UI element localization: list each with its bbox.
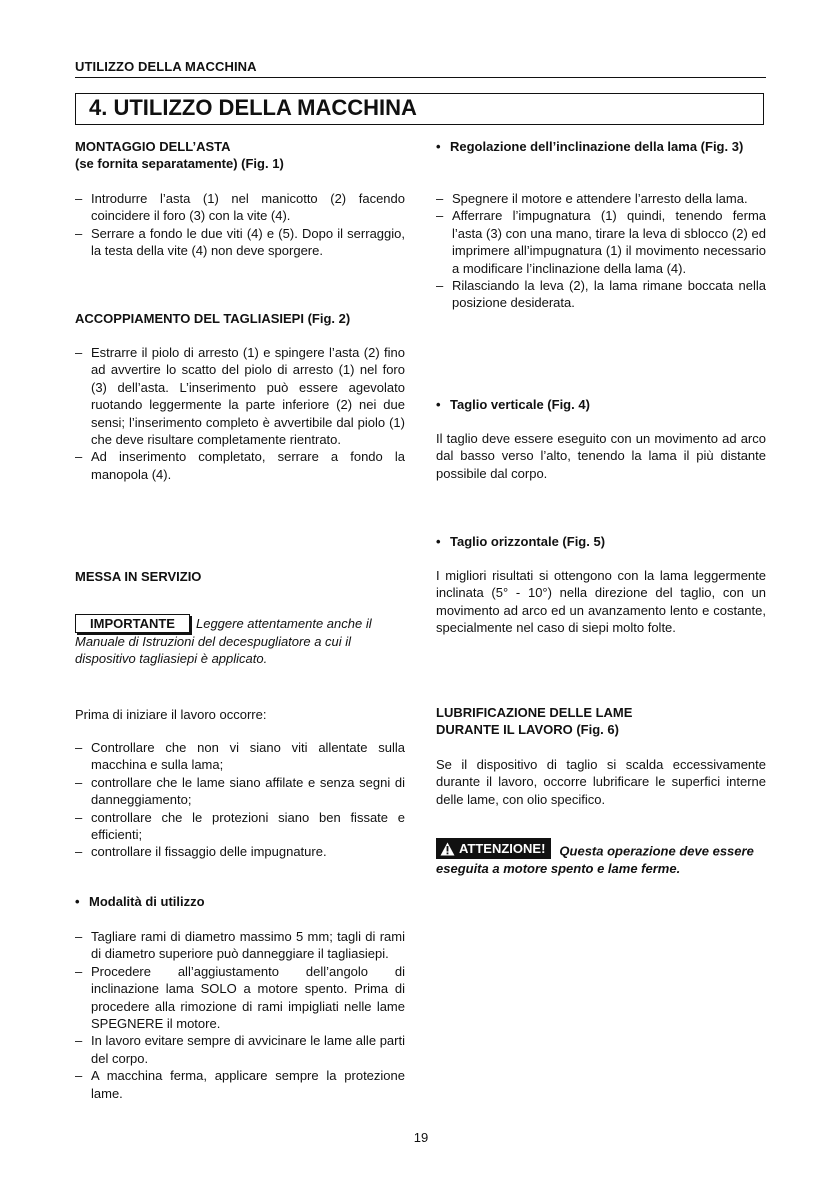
montaggio-title: MONTAGGIO DELL’ASTA bbox=[75, 139, 231, 154]
accoppiamento-list-block bbox=[75, 344, 405, 483]
messa-intro: Prima di iniziare il lavoro occorre: bbox=[75, 707, 267, 722]
important-badge: IMPORTANTE bbox=[75, 614, 190, 633]
verticale-section bbox=[436, 396, 766, 413]
accoppiamento-section bbox=[75, 310, 405, 327]
lubrificazione-title-line2: DURANTE IL LAVORO (Fig. 6) bbox=[436, 722, 619, 738]
list-item: – Controllare che non vi siano viti allentate sulla macchina e sulla lama; bbox=[75, 739, 405, 774]
messa-title: MESSA IN SERVIZIO bbox=[75, 569, 202, 584]
orizzontale-text: I migliori risultati si ottengono con la lama leggermente inclinata (5° - 10°) nella direzione del taglio, con un movimento ad arco ed un avanzamento lento e costante, specialmente nel caso di siepi molto folte. bbox=[436, 568, 766, 636]
warning-badge bbox=[436, 838, 551, 859]
list-item: – Rilasciando la leva (2), la lama rimane boccata nella posizione desiderata. bbox=[436, 277, 766, 312]
montaggio-list-block bbox=[75, 190, 405, 260]
warning-block bbox=[436, 838, 766, 877]
orizzontale-section bbox=[436, 533, 766, 550]
warning-text: Questa operazione deve essere eseguita a motore spento e lame ferme. bbox=[436, 843, 754, 876]
list-item: – Estrarre il piolo di arresto (1) e spingere l’asta (2) fino ad avvertire lo scatto del piolo di arresto (1) nel foro (3) dell’asta. L’inserimento può essere agevolato ruotando leggermente la parte inferiore (2) nei due sensi; l’inserimento completo è avvertibile dal piolo (1) che deve risultare completamente rientrato. bbox=[75, 344, 405, 448]
bullet-icon: • bbox=[436, 534, 441, 549]
orizzontale-title: Taglio orizzontale (Fig. 5) bbox=[450, 534, 606, 549]
modalita-list-block bbox=[75, 928, 405, 1102]
accoppiamento-title: ACCOPPIAMENTO DEL TAGLIASIEPI (Fig. 2) bbox=[75, 311, 351, 326]
lubrificazione-text-block bbox=[436, 756, 766, 808]
list-item: – Afferrare l’impugnatura (1) quindi, tenendo ferma l’asta (3) con una mano, tirare la leva di sblocco (2) ed imprimere all’impugnatura (1) il movimento necessario a modificare l’inclinazione della lama (4). bbox=[436, 207, 766, 277]
verticale-text-block bbox=[436, 430, 766, 482]
list-item: – Procedere all’aggiustamento dell’angolo di inclinazione lama SOLO a motore spento. Prima di procedere alla rimozione di rami impigliati nelle lame SPEGNERE il motore. bbox=[75, 963, 405, 1033]
list-item: – controllare che le protezioni siano ben fissate e efficienti; bbox=[75, 809, 405, 844]
list-item: – Tagliare rami di diametro massimo 5 mm; tagli di rami di diametro superiore può danneggiare il tagliasiepi. bbox=[75, 928, 405, 963]
header-rule bbox=[75, 77, 766, 78]
list-item: – A macchina ferma, applicare sempre la protezione lame. bbox=[75, 1067, 405, 1102]
running-header: UTILIZZO DELLA MACCHINA bbox=[75, 59, 257, 74]
bullet-icon: • bbox=[75, 894, 80, 909]
montaggio-section bbox=[75, 138, 405, 173]
warning-label: ATTENZIONE! bbox=[459, 841, 546, 856]
regolazione-list bbox=[436, 190, 766, 312]
list-item: – controllare che le lame siano affilate e senza segni di danneggiamento; bbox=[75, 774, 405, 809]
modalita-list bbox=[75, 928, 405, 1102]
regolazione-list-block bbox=[436, 190, 766, 312]
messa-section bbox=[75, 568, 405, 585]
warning-triangle-icon bbox=[440, 842, 455, 856]
list-item: – Serrare a fondo le due viti (4) e (5). Dopo il serraggio, la testa della vite (4) non deve sporgere. bbox=[75, 225, 405, 260]
modalita-section bbox=[75, 893, 405, 910]
verticale-text: Il taglio deve essere eseguito con un movimento ad arco dal basso verso l’alto, tenendo la lama il più distante possibile dal corpo. bbox=[436, 431, 766, 481]
chapter-title: 4. UTILIZZO DELLA MACCHINA bbox=[89, 95, 417, 120]
lubrificazione-section bbox=[436, 704, 766, 739]
montaggio-subtitle: (se fornita separatamente) (Fig. 1) bbox=[75, 156, 284, 172]
accoppiamento-list bbox=[75, 344, 405, 483]
orizzontale-text-block bbox=[436, 567, 766, 637]
bullet-icon: • bbox=[436, 397, 441, 412]
modalita-title: Modalità di utilizzo bbox=[89, 894, 205, 909]
lubrificazione-text: Se il dispositivo di taglio si scalda eccessivamente durante il lavoro, occorre lubrificare le superfici interne delle lame, con olio specifico. bbox=[436, 757, 766, 807]
regolazione-section bbox=[436, 138, 766, 155]
page-number: 19 bbox=[413, 1130, 429, 1145]
important-text: Leggere attentamente anche il Manuale di Istruzioni del decespugliatore a cui il dispositivo tagliasiepi è applicato. bbox=[75, 616, 372, 667]
lubrificazione-title-line1: LUBRIFICAZIONE DELLE LAME bbox=[436, 705, 633, 720]
regolazione-title: Regolazione dell’inclinazione della lama (Fig. 3) bbox=[450, 139, 744, 154]
important-block bbox=[75, 614, 405, 668]
bullet-icon: • bbox=[436, 139, 441, 154]
messa-list-block bbox=[75, 739, 405, 861]
montaggio-list bbox=[75, 190, 405, 260]
messa-intro-block bbox=[75, 706, 405, 723]
list-item: – In lavoro evitare sempre di avvicinare le lame alle parti del corpo. bbox=[75, 1032, 405, 1067]
verticale-title: Taglio verticale (Fig. 4) bbox=[450, 397, 590, 412]
list-item: – Introdurre l’asta (1) nel manicotto (2) facendo coincidere il foro (3) con la vite (4). bbox=[75, 190, 405, 225]
list-item: – Ad inserimento completato, serrare a fondo la manopola (4). bbox=[75, 448, 405, 483]
list-item: – controllare il fissaggio delle impugnature. bbox=[75, 843, 405, 860]
messa-list bbox=[75, 739, 405, 861]
list-item: – Spegnere il motore e attendere l’arresto della lama. bbox=[436, 190, 766, 207]
